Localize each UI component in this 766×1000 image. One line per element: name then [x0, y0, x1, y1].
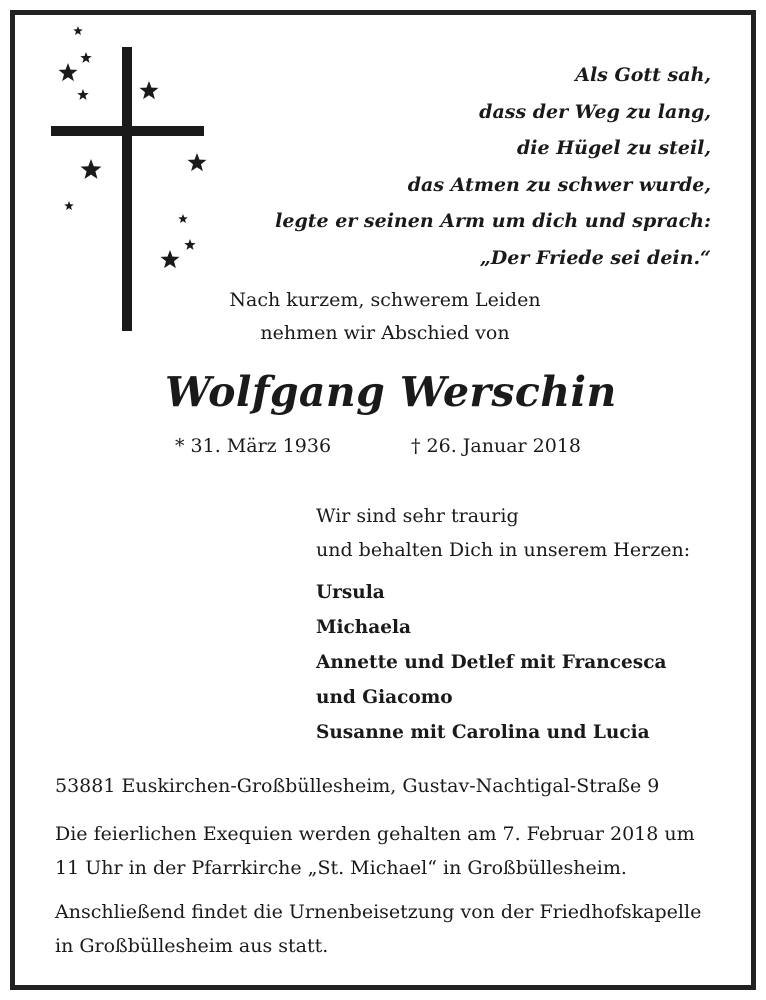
mourning-statement: [316, 499, 690, 567]
star-icon: [81, 159, 102, 179]
star-icon: [160, 250, 179, 268]
mourning-line: Wir sind sehr traurig: [316, 505, 519, 527]
intro-line: Nach kurzem, schwerem Leiden: [229, 289, 541, 311]
memorial-poem: [191, 57, 711, 276]
star-icon: [139, 81, 158, 99]
poem-line: dass der Weg zu lang,: [479, 100, 711, 123]
mourner-name: Michaela: [316, 617, 411, 638]
star-icon: [58, 63, 77, 81]
star-icon: [73, 26, 83, 35]
mourner-name: Ursula: [316, 582, 385, 603]
mourner-name: und Giacomo: [316, 687, 453, 708]
burial-line: in Großbüllesheim aus statt.: [55, 935, 329, 957]
mourning-line: und behalten Dich in unserem Herzen:: [316, 539, 691, 561]
intro-line: nehmen wir Abschied von: [260, 322, 510, 344]
birth-date: * 31. März 1936: [175, 435, 332, 457]
star-icon: [80, 52, 91, 63]
urn-burial-info: [55, 895, 745, 963]
family-address: 53881 Euskirchen-Großbüllesheim, Gustav-Nachtigal-Straße 9: [55, 775, 660, 797]
star-icon: [77, 89, 88, 100]
mourner-name: Annette und Detlef mit Francesca: [316, 652, 667, 673]
deceased-name: Wolfgang Werschin: [165, 368, 617, 416]
death-date: † 26. Januar 2018: [411, 435, 582, 457]
poem-line: das Atmen zu schwer wurde,: [407, 173, 711, 196]
poem-line: die Hügel zu steil,: [516, 137, 711, 159]
obituary-notice: [10, 10, 756, 990]
service-line: 11 Uhr in der Pfarrkirche „St. Michael“ in Großbüllesheim.: [55, 857, 627, 879]
poem-line: Als Gott sah,: [575, 64, 711, 86]
mourner-name: Susanne mit Carolina und Lucia: [316, 722, 650, 743]
poem-line: legte er seinen Arm um dich und sprach:: [275, 210, 711, 232]
burial-line: Anschließend findet die Urnenbeisetzung von der Friedhofskapelle: [55, 901, 702, 923]
cross-vertical-bar: [122, 47, 132, 331]
cross-horizontal-bar: [51, 126, 204, 136]
star-icon: [64, 201, 74, 210]
funeral-service-info: [55, 817, 745, 885]
poem-line: „Der Friede sei dein.“: [479, 246, 711, 269]
star-icon: [178, 214, 188, 223]
farewell-intro: [195, 284, 575, 350]
service-line: Die feierlichen Exequien werden gehalten am 7. Februar 2018 um: [55, 823, 695, 845]
mourners-list: [316, 575, 666, 750]
